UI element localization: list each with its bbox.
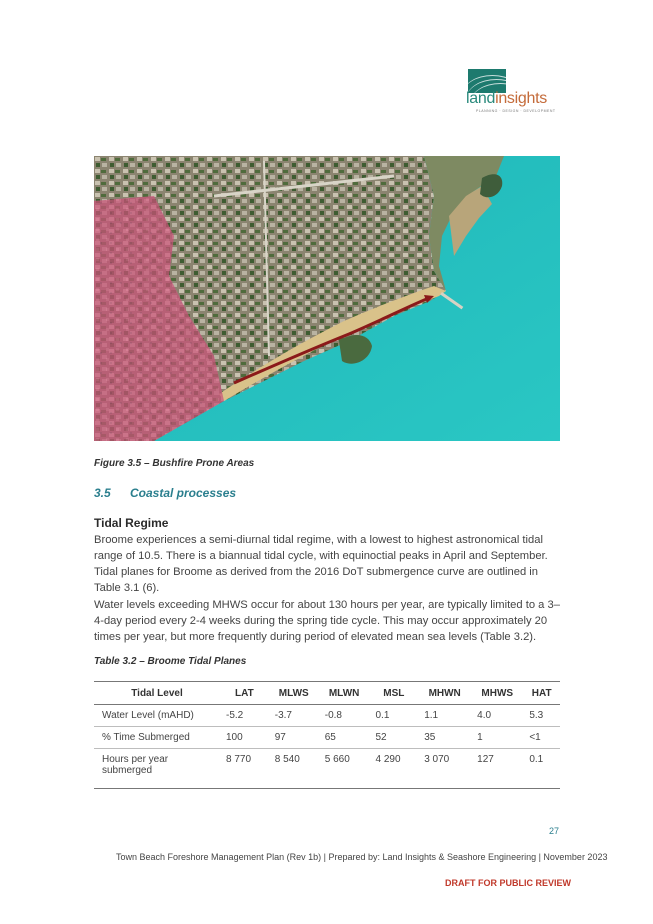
row-label: Water Level (mAHD) <box>94 705 220 727</box>
row-label: % Time Submerged <box>94 727 220 749</box>
bushfire-aerial-image <box>94 156 560 441</box>
table-cell: 1.1 <box>418 705 471 727</box>
table-cell: 5 660 <box>319 749 370 789</box>
table-cell: 8 540 <box>269 749 319 789</box>
page-number: 27 <box>549 826 560 836</box>
logo-wordmark: landinsights <box>466 90 547 107</box>
draft-label: DRAFT FOR PUBLIC REVIEW <box>445 878 571 888</box>
page-footer: Town Beach Foreshore Management Plan (Rev 1b) | Prepared by: Land Insights & Seashore Engineering | November 2023 <box>116 852 608 862</box>
header-cell: MSL <box>369 682 418 705</box>
table-cell: -5.2 <box>220 705 269 727</box>
table-cell: -3.7 <box>269 705 319 727</box>
header-cell: HAT <box>523 682 560 705</box>
row-label: Hours per year submerged <box>94 749 220 789</box>
table-cell: 35 <box>418 727 471 749</box>
table-cell: 4.0 <box>471 705 523 727</box>
table-row <box>94 727 560 749</box>
header-cell: MHWN <box>418 682 471 705</box>
table-cell: 100 <box>220 727 269 749</box>
table-cell: 8 770 <box>220 749 269 789</box>
paragraph-tidal-regime: Broome experiences a semi-diurnal tidal regime, with a lowest to highest astronomical tidal range of 10.5. There is a biannual tidal cycle, with equinoctial peaks in April and September. Tidal planes for Broome as derived from the 2016 DoT submergence curve are outlined in Table 3.1 (6). <box>94 534 548 594</box>
header-cell: LAT <box>220 682 269 705</box>
logo-tagline: PLANNING · DESIGN · DEVELOPMENT <box>476 109 556 113</box>
figure-caption: Figure 3.5 – Bushfire Prone Areas <box>94 458 255 469</box>
header-cell: MHWS <box>471 682 523 705</box>
table-cell: 1 <box>471 727 523 749</box>
table-row <box>94 705 560 727</box>
table-row <box>94 749 560 789</box>
table-caption: Table 3.2 – Broome Tidal Planes <box>94 656 247 667</box>
tidal-planes-table <box>94 681 560 789</box>
table-cell: 65 <box>319 727 370 749</box>
table-cell: 4 290 <box>369 749 418 789</box>
table-cell: 5.3 <box>523 705 560 727</box>
table-header-row <box>94 682 560 705</box>
header-cell: MLWN <box>319 682 370 705</box>
table-cell: 0.1 <box>523 749 560 789</box>
section-title: Coastal processes <box>130 486 237 500</box>
paragraph-water-levels: Water levels exceeding MHWS occur for about 130 hours per year, are typically limited to a 3–4-day period every 2-4 weeks during the spring tide cycle. This may occur approximately 20 times per year, but more frequently during period of elevated mean sea levels (Table 3.2). <box>94 599 560 643</box>
land-insights-logo <box>466 69 566 117</box>
section-number: 3.5 <box>94 486 111 500</box>
subheading-tidal-regime: Tidal Regime <box>94 516 169 530</box>
table-cell: 127 <box>471 749 523 789</box>
header-cell: MLWS <box>269 682 319 705</box>
table-cell: -0.8 <box>319 705 370 727</box>
table-cell: 52 <box>369 727 418 749</box>
table-cell: <1 <box>523 727 560 749</box>
table-cell: 0.1 <box>369 705 418 727</box>
header-cell: Tidal Level <box>94 682 220 705</box>
table-cell: 3 070 <box>418 749 471 789</box>
table-cell: 97 <box>269 727 319 749</box>
section-heading <box>94 486 236 500</box>
